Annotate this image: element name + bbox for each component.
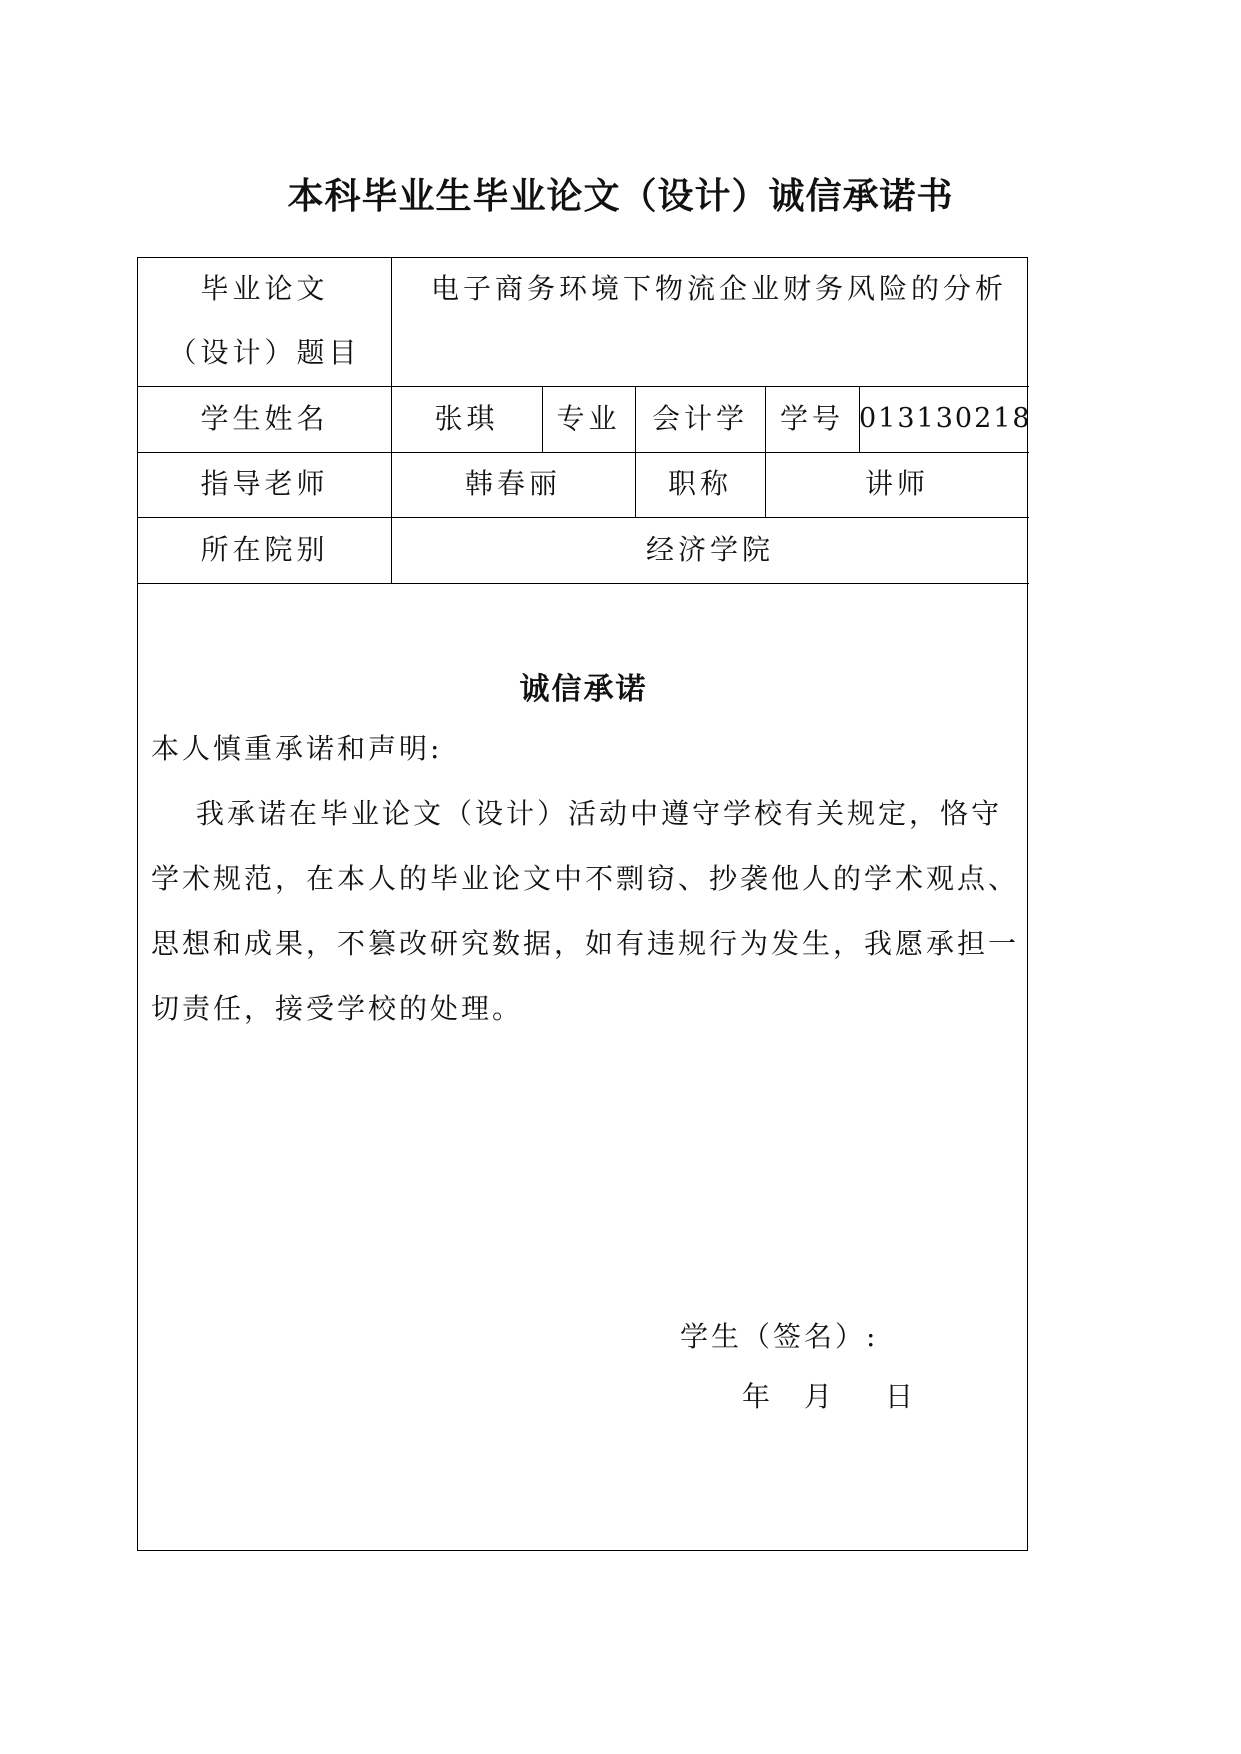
row-divider bbox=[138, 386, 1029, 387]
thesis-title-label-line1: 毕业论文 bbox=[200, 272, 329, 305]
row-divider bbox=[138, 517, 1029, 518]
pledge-line: 学术规范，在本人的毕业论文中不剽窃、抄袭他人的学术观点、 bbox=[151, 862, 1020, 895]
date-year: 年 bbox=[742, 1380, 775, 1413]
pledge-heading: 诚信承诺 bbox=[519, 672, 648, 707]
major-value: 会计学 bbox=[651, 402, 748, 435]
advisor-title-label: 职称 bbox=[667, 467, 732, 500]
date-month: 月 bbox=[804, 1380, 837, 1413]
student-name-label: 学生姓名 bbox=[200, 402, 329, 435]
thesis-title-value: 电子商务环境下物流企业财务风险的分析 bbox=[431, 272, 1008, 305]
date-day: 日 bbox=[885, 1380, 918, 1413]
row-divider bbox=[138, 452, 1029, 453]
thesis-title-label-2 bbox=[138, 335, 391, 371]
pledge-line: 切责任，接受学校的处理。 bbox=[151, 992, 524, 1025]
student-id-label: 学号 bbox=[779, 402, 844, 435]
college-label: 所在院别 bbox=[200, 533, 329, 566]
advisor-label: 指导老师 bbox=[200, 467, 329, 500]
pledge-line: 我承诺在毕业论文（设计）活动中遵守学校有关规定，恪守 bbox=[196, 797, 1003, 830]
thesis-title-label-line2: （设计）题目 bbox=[168, 336, 361, 369]
document-title: 本科毕业生毕业论文（设计）诚信承诺书 bbox=[287, 176, 954, 217]
signature-label: 学生（签名）: bbox=[680, 1320, 879, 1353]
pledge-intro: 本人慎重承诺和声明: bbox=[151, 732, 443, 765]
major-label: 专业 bbox=[556, 402, 621, 435]
row-divider bbox=[138, 583, 1029, 584]
pledge-line: 思想和成果，不篡改研究数据，如有违规行为发生，我愿承担一 bbox=[151, 927, 1020, 960]
pledge-form bbox=[137, 257, 1032, 1551]
thesis-title-label bbox=[138, 271, 391, 307]
student-name-value: 张琪 bbox=[434, 402, 499, 435]
advisor-value: 韩春丽 bbox=[464, 467, 561, 500]
student-id-value: 013130218 bbox=[859, 403, 1032, 434]
advisor-title-value: 讲师 bbox=[864, 467, 929, 500]
college-value: 经济学院 bbox=[645, 533, 774, 566]
